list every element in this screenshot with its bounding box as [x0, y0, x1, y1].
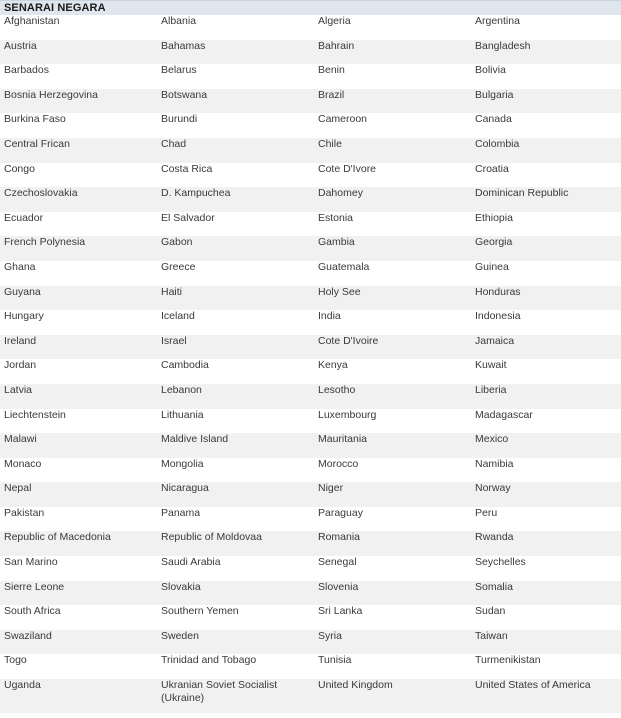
country-cell: Norway [471, 482, 621, 507]
country-cell: Panama [157, 507, 314, 532]
country-cell: Lithuania [157, 409, 314, 434]
country-cell: Jamaica [471, 335, 621, 360]
table-row [0, 15, 621, 40]
country-cell: Burundi [157, 113, 314, 138]
country-cell: Syria [314, 630, 471, 655]
country-cell: Ukranian Soviet Socialist (Ukraine) [157, 679, 314, 713]
country-cell: Albania [157, 15, 314, 40]
table-row [0, 236, 621, 261]
country-cell: Sri Lanka [314, 605, 471, 630]
table-row [0, 630, 621, 655]
country-cell: Georgia [471, 236, 621, 261]
country-cell: Maldive Island [157, 433, 314, 458]
country-cell: Kuwait [471, 359, 621, 384]
country-cell: Bulgaria [471, 89, 621, 114]
country-cell: Somalia [471, 581, 621, 606]
country-cell: Saudi Arabia [157, 556, 314, 581]
country-cell: Costa Rica [157, 163, 314, 188]
list-header [0, 0, 621, 15]
country-cell: Benin [314, 64, 471, 89]
country-cell: Madagascar [471, 409, 621, 434]
table-row [0, 605, 621, 630]
country-cell: D. Kampuchea [157, 187, 314, 212]
country-cell: Peru [471, 507, 621, 532]
country-cell: Uganda [0, 679, 157, 713]
country-cell: Honduras [471, 286, 621, 311]
country-cell: Slovakia [157, 581, 314, 606]
country-cell: Namibia [471, 458, 621, 483]
country-cell: Turmenikistan [471, 654, 621, 679]
country-cell: Czechoslovakia [0, 187, 157, 212]
country-cell: Algeria [314, 15, 471, 40]
country-cell: Jordan [0, 359, 157, 384]
country-cell: Croatia [471, 163, 621, 188]
country-cell: Bahamas [157, 40, 314, 65]
country-cell: Seychelles [471, 556, 621, 581]
country-cell: Southern Yemen [157, 605, 314, 630]
table-row [0, 40, 621, 65]
country-cell: Botswana [157, 89, 314, 114]
country-cell: United Kingdom [314, 679, 471, 713]
table-row [0, 359, 621, 384]
country-table-body [0, 15, 621, 713]
country-cell: South Africa [0, 605, 157, 630]
country-cell: Chile [314, 138, 471, 163]
table-row [0, 507, 621, 532]
country-cell: Cote D'Ivoire [314, 335, 471, 360]
table-row [0, 89, 621, 114]
table-row [0, 409, 621, 434]
country-cell: Dominican Republic [471, 187, 621, 212]
country-cell: Bolivia [471, 64, 621, 89]
country-cell: Belarus [157, 64, 314, 89]
table-row [0, 138, 621, 163]
country-cell: Latvia [0, 384, 157, 409]
country-cell: Romania [314, 531, 471, 556]
table-row [0, 458, 621, 483]
country-cell: Argentina [471, 15, 621, 40]
country-cell: Hungary [0, 310, 157, 335]
list-title: SENARAI NEGARA [4, 2, 106, 14]
country-cell: Niger [314, 482, 471, 507]
country-cell: Colombia [471, 138, 621, 163]
country-cell: Liechtenstein [0, 409, 157, 434]
country-cell: Ethiopia [471, 212, 621, 237]
country-cell: Malawi [0, 433, 157, 458]
country-cell: Austria [0, 40, 157, 65]
table-row [0, 531, 621, 556]
table-row [0, 556, 621, 581]
table-row [0, 286, 621, 311]
table-row [0, 335, 621, 360]
country-cell: Dahomey [314, 187, 471, 212]
country-cell: Republic of Moldovaa [157, 531, 314, 556]
table-row [0, 187, 621, 212]
country-cell: Ghana [0, 261, 157, 286]
country-cell: Guatemala [314, 261, 471, 286]
country-cell: Holy See [314, 286, 471, 311]
country-cell: Haiti [157, 286, 314, 311]
country-cell: Mexico [471, 433, 621, 458]
country-cell: Taiwan [471, 630, 621, 655]
country-cell: Paraguay [314, 507, 471, 532]
country-cell: Central Frican [0, 138, 157, 163]
country-cell: Cambodia [157, 359, 314, 384]
table-row [0, 679, 621, 713]
country-cell: Sierre Leone [0, 581, 157, 606]
table-row [0, 261, 621, 286]
country-cell: Mauritania [314, 433, 471, 458]
country-cell: Guinea [471, 261, 621, 286]
country-cell: Monaco [0, 458, 157, 483]
country-cell: Tunisia [314, 654, 471, 679]
table-row [0, 384, 621, 409]
country-cell: Cote D'Ivore [314, 163, 471, 188]
country-cell: Togo [0, 654, 157, 679]
country-cell: Afghanistan [0, 15, 157, 40]
country-table [0, 15, 621, 713]
country-cell: United States of America [471, 679, 621, 713]
country-cell: Nicaragua [157, 482, 314, 507]
table-row [0, 433, 621, 458]
country-cell: Liberia [471, 384, 621, 409]
country-cell: Kenya [314, 359, 471, 384]
table-row [0, 654, 621, 679]
table-row [0, 163, 621, 188]
country-cell: Guyana [0, 286, 157, 311]
country-cell: Congo [0, 163, 157, 188]
country-cell: Greece [157, 261, 314, 286]
country-cell: Iceland [157, 310, 314, 335]
table-row [0, 482, 621, 507]
table-row [0, 212, 621, 237]
country-cell: Morocco [314, 458, 471, 483]
country-cell: Bangladesh [471, 40, 621, 65]
country-cell: Ireland [0, 335, 157, 360]
table-row [0, 581, 621, 606]
country-cell: San Marino [0, 556, 157, 581]
country-cell: Cameroon [314, 113, 471, 138]
country-cell: Bosnia Herzegovina [0, 89, 157, 114]
country-cell: Ecuador [0, 212, 157, 237]
country-cell: Burkina Faso [0, 113, 157, 138]
country-cell: Chad [157, 138, 314, 163]
country-cell: Sudan [471, 605, 621, 630]
country-cell: Senegal [314, 556, 471, 581]
country-cell: Bahrain [314, 40, 471, 65]
country-cell: Canada [471, 113, 621, 138]
country-cell: Republic of Macedonia [0, 531, 157, 556]
country-cell: Estonia [314, 212, 471, 237]
country-cell: India [314, 310, 471, 335]
country-cell: Barbados [0, 64, 157, 89]
country-cell: Sweden [157, 630, 314, 655]
country-cell: El Salvador [157, 212, 314, 237]
country-cell: French Polynesia [0, 236, 157, 261]
country-cell: Trinidad and Tobago [157, 654, 314, 679]
table-row [0, 310, 621, 335]
country-cell: Nepal [0, 482, 157, 507]
country-cell: Pakistan [0, 507, 157, 532]
country-cell: Brazil [314, 89, 471, 114]
table-row [0, 64, 621, 89]
country-cell: Indonesia [471, 310, 621, 335]
country-cell: Lebanon [157, 384, 314, 409]
country-cell: Gabon [157, 236, 314, 261]
country-cell: Israel [157, 335, 314, 360]
table-row [0, 113, 621, 138]
country-cell: Mongolia [157, 458, 314, 483]
country-cell: Swaziland [0, 630, 157, 655]
country-cell: Slovenia [314, 581, 471, 606]
country-cell: Luxembourg [314, 409, 471, 434]
country-cell: Rwanda [471, 531, 621, 556]
country-cell: Gambia [314, 236, 471, 261]
country-cell: Lesotho [314, 384, 471, 409]
